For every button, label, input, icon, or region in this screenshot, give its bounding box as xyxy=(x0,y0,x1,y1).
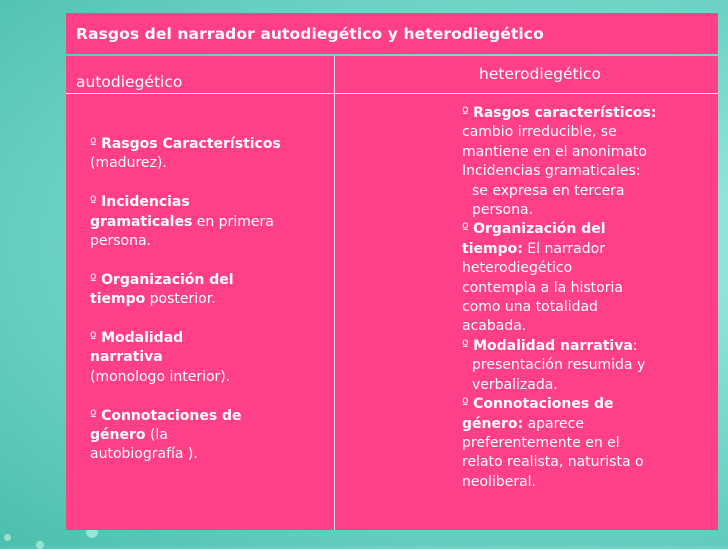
column-divider xyxy=(334,56,335,530)
list-item: º Organización del tiempo: El narrador heterodiegético contempla a la historia como una totalidad acabada. xyxy=(462,221,623,335)
list-item: º Rasgos Característicos (madurez). xyxy=(90,136,281,172)
header-heterodiegetico: heterodiegético xyxy=(479,65,601,83)
list-item: º Connotaciones de género (la autobiografía ). xyxy=(90,407,242,463)
list-item: º Modalidad narrativa (monologo interior). xyxy=(90,330,231,385)
list-item: se expresa en tercera persona. xyxy=(472,182,625,219)
right-column-content xyxy=(462,104,674,492)
header-divider xyxy=(66,93,718,94)
list-item: º Rasgos característicos: cambio irreducible, se mantiene en el anonimato xyxy=(462,105,657,160)
list-item: º Connotaciones de género: aparece preferentemente en el relato realista, naturista o neoliberal. xyxy=(462,396,644,490)
comparison-table xyxy=(66,56,718,530)
decorative-bubble xyxy=(4,534,11,541)
list-item: Incidencias gramaticales: xyxy=(462,163,641,180)
list-item: º Organización del tiempo posterior. xyxy=(90,271,234,308)
title-bar xyxy=(66,13,718,54)
decorative-bubble xyxy=(36,541,44,549)
left-column-content xyxy=(90,135,290,465)
list-item: º Modalidad narrativa: xyxy=(462,337,638,354)
list-item: º Incidencias gramaticales en primera persona. xyxy=(90,194,274,250)
slide-title: Rasgos del narrador autodiegético y heterodiegético xyxy=(76,25,544,43)
header-autodiegetico: autodiegético xyxy=(76,73,183,91)
list-item: presentación resumida y verbalizada. xyxy=(472,357,646,393)
